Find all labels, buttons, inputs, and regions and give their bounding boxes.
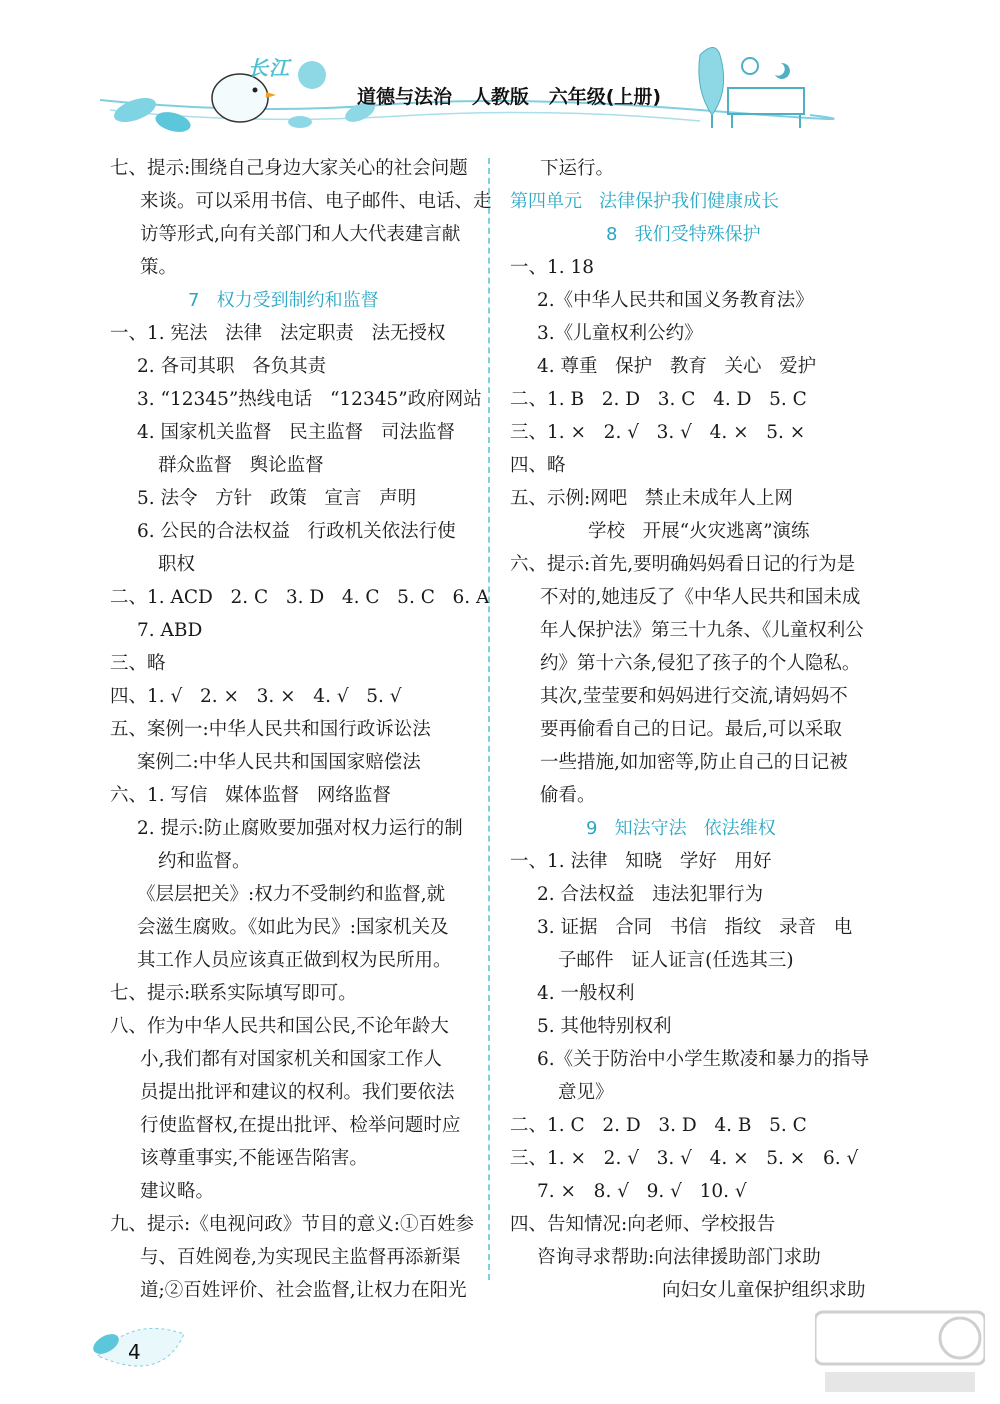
answer-line: 二、1. C 2. D 3. D 4. B 5. C <box>510 1115 807 1136</box>
answer-line: 一、1. 法律 知晓 学好 用好 <box>510 851 772 872</box>
answer-line: 四、告知情况:向老师、学校报告 <box>510 1214 776 1235</box>
answer-line: 咨询寻求帮助:向法律援助部门求助 <box>537 1247 821 1268</box>
answer-line: 6. 公民的合法权益 行政机关依法行使 <box>137 521 456 542</box>
answer-line: 二、1. B 2. D 3. C 4. D 5. C <box>510 389 807 410</box>
answer-line: 四、1. √ 2. × 3. × 4. √ 5. √ <box>110 686 402 707</box>
section-heading: 7 权力受到制约和监督 <box>188 290 379 311</box>
answer-line: 3. 证据 合同 书信 指纹 录音 电 <box>537 917 853 938</box>
moon-icon <box>775 63 790 79</box>
answer-line: 2. 合法权益 违法犯罪行为 <box>537 884 764 905</box>
section-heading: 8 我们受特殊保护 <box>606 224 761 245</box>
bench-icon <box>728 88 804 114</box>
leaf-icon <box>111 93 159 127</box>
answer-line: 向妇女儿童保护组织求助 <box>662 1280 866 1301</box>
answer-line: 子邮件 证人证言(任选其三) <box>558 950 794 971</box>
answer-line: 意见》 <box>558 1082 614 1103</box>
answer-line: 群众监督 舆论监督 <box>158 455 324 476</box>
page-header <box>0 0 1000 150</box>
answer-line: 7. × 8. √ 9. √ 10. √ <box>537 1181 747 1202</box>
answer-line: 2. 提示:防止腐败要加强对权力运行的制 <box>137 818 463 839</box>
answer-line: 八、作为中华人民共和国公民,不论年龄大 <box>110 1016 449 1037</box>
answer-line: 《层层把关》:权力不受制约和监督,就 <box>137 884 446 905</box>
answer-line: 4. 尊重 保护 教育 关心 爱护 <box>537 356 817 377</box>
answer-line: 学校 开展“火灾逃离”演练 <box>588 521 810 542</box>
answer-line: 5. 法令 方针 政策 宣言 声明 <box>137 488 417 509</box>
answer-line: 一些措施,如加密等,防止自己的日记被 <box>540 752 848 773</box>
sun-icon <box>742 58 758 74</box>
answer-line: 访等形式,向有关部门和人大代表建言献 <box>140 224 461 245</box>
brand-logo-text: 长江 <box>248 56 290 80</box>
answer-line: 下运行。 <box>540 158 615 179</box>
answer-line: 三、略 <box>110 653 166 674</box>
page-number: 4 <box>128 1340 141 1364</box>
answer-line: 3.《儿童权利公约》 <box>537 323 703 344</box>
answer-line: 偷看。 <box>540 785 596 806</box>
answer-line: 该尊重事实,不能诬告陷害。 <box>140 1148 368 1169</box>
answer-line: 不对的,她违反了《中华人民共和国未成 <box>540 587 861 608</box>
answer-line: 六、1. 写信 媒体监督 网络监督 <box>110 785 391 806</box>
answer-line: 道;②百姓评价、社会监督,让权力在阳光 <box>140 1280 467 1301</box>
leaf-icon <box>298 61 326 89</box>
answer-line: 五、示例:网吧 禁止未成年人上网 <box>510 488 793 509</box>
answer-line: 职权 <box>158 554 196 575</box>
answer-line: 九、提示:《电视问政》节目的意义:①百姓参 <box>110 1214 474 1235</box>
answer-line: 二、1. ACD 2. C 3. D 4. C 5. C 6. A <box>110 587 490 608</box>
leaf-icon <box>153 109 192 136</box>
answer-line: 七、提示:围绕自己身边大家关心的社会问题 <box>110 158 468 179</box>
answer-line: 行使监督权,在提出批评、检举问题时应 <box>140 1115 461 1136</box>
answer-line: 其次,莹莹要和妈妈进行交流,请妈妈不 <box>540 686 848 707</box>
answer-line: 5. 其他特别权利 <box>537 1016 672 1037</box>
section-heading: 9 知法守法 依法维权 <box>586 818 776 839</box>
answer-line: 三、1. × 2. √ 3. √ 4. × 5. × 6. √ <box>510 1148 859 1169</box>
column-divider <box>488 158 490 1280</box>
answer-line: 3. “12345”热线电话 “12345”政府网站 <box>137 389 482 410</box>
answer-line: 建议略。 <box>140 1181 215 1202</box>
answer-line: 会滋生腐败。《如此为民》:国家机关及 <box>137 917 449 938</box>
page-number-leaf-icon <box>92 1318 192 1388</box>
answer-line: 约和监督。 <box>158 851 251 872</box>
answer-line: 一、1. 宪法 法律 法定职责 法无授权 <box>110 323 446 344</box>
answer-line: 四、略 <box>510 455 566 476</box>
answer-line: 策。 <box>140 257 178 278</box>
answer-line: 员提出批评和建议的权利。我们要依法 <box>140 1082 455 1103</box>
answer-line: 案例二:中华人民共和国国家赔偿法 <box>137 752 421 773</box>
tree-icon <box>699 48 724 116</box>
leaf-icon <box>288 116 312 128</box>
answer-line: 小,我们都有对国家机关和国家工作人 <box>140 1049 442 1070</box>
answer-line: 三、1. × 2. √ 3. √ 4. × 5. × <box>510 422 806 443</box>
section-heading: 第四单元 法律保护我们健康成长 <box>510 191 780 212</box>
answer-line: 2. 各司其职 各负其责 <box>137 356 327 377</box>
answer-line: 7. ABD <box>137 620 203 641</box>
answer-line: 一、1. 18 <box>510 257 595 278</box>
answer-line: 要再偷看自己的日记。最后,可以采取 <box>540 719 842 740</box>
answer-line: 年人保护法》第三十九条、《儿童权利公 <box>540 620 864 641</box>
answer-line: 来谈。可以采用书信、电子邮件、电话、走 <box>140 191 492 212</box>
bird-icon <box>212 74 268 122</box>
answer-line: 六、提示:首先,要明确妈妈看日记的行为是 <box>510 554 856 575</box>
answer-line: 4. 国家机关监督 民主监督 司法监督 <box>137 422 455 443</box>
answer-line: 2.《中华人民共和国义务教育法》 <box>537 290 814 311</box>
answer-line: 与、百姓阅卷,为实现民主监督再添新渠 <box>140 1247 461 1268</box>
watermark-logo <box>815 1310 985 1400</box>
answer-line: 五、案例一:中华人民共和国行政诉讼法 <box>110 719 431 740</box>
answer-line: 6.《关于防治中小学生欺凌和暴力的指导 <box>537 1049 870 1070</box>
book-title: 道德与法治 人教版 六年级(上册) <box>357 86 662 108</box>
answer-line: 七、提示:联系实际填写即可。 <box>110 983 357 1004</box>
answer-line: 4. 一般权利 <box>537 983 635 1004</box>
answer-line: 其工作人员应该真正做到权为民所用。 <box>137 950 452 971</box>
answer-line: 约》第十六条,侵犯了孩子的个人隐私。 <box>540 653 861 674</box>
header-decoration <box>0 0 1000 150</box>
